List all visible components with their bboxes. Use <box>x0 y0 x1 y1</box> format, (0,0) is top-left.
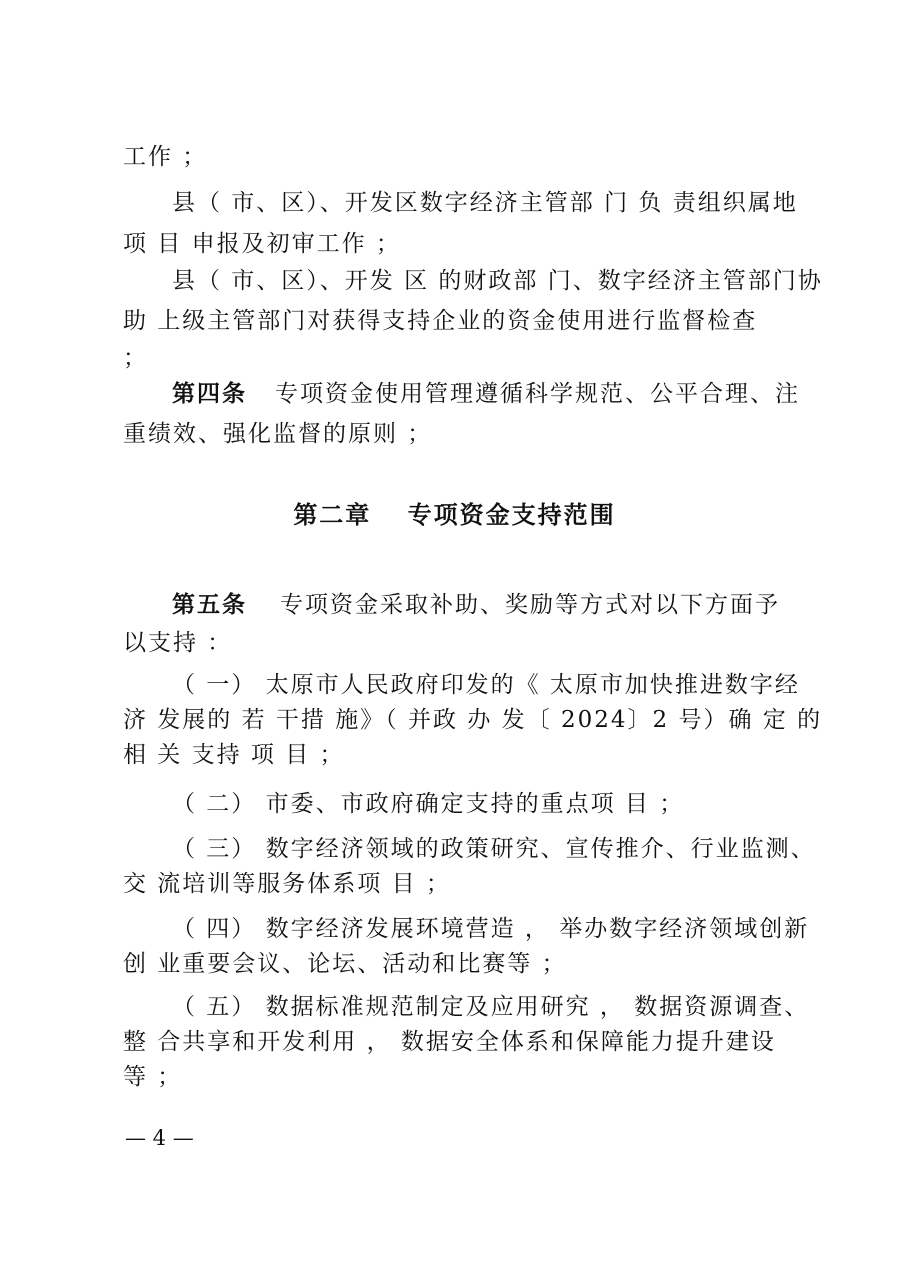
paragraph-line: 县（ 市、区）、开发区数字经济主管部 门 负 责组织属地 <box>172 190 798 216</box>
paragraph-line: 工作 ； <box>123 144 208 170</box>
paragraph-line: 县（ 市、区）、开发 区 的财政部 门、数字经济主管部门协 <box>172 268 823 294</box>
paragraph-line: 专项资金采取补助、奖励等方式对以下方面予 <box>280 592 780 618</box>
list-item-line: 济 发展的 若 干措 施》（ 并政 办 发〔 2024〕2 号）确 定 的 <box>123 707 823 733</box>
paragraph-line: 专项资金使用管理遵循科学规范、公平合理、注 <box>275 381 800 407</box>
list-item-line: （ 四） 数字经济发展环境营造 ， 举办数字经济领域创新 <box>172 916 810 942</box>
list-item-line: （ 五） 数据标准规范制定及应用研究 ， 数据资源调查、 <box>172 994 810 1020</box>
list-item-line: 交 流培训等服务体系项 目 ； <box>123 871 451 897</box>
paragraph-line: 项 目 申报及初审工作 ； <box>123 231 401 257</box>
list-item-line: （ 三） 数字经济领域的政策研究、宣传推介、行业监测、 <box>172 836 816 862</box>
chapter-title: 第二章 专项资金支持范围 <box>293 501 616 529</box>
paragraph-line: 重绩效、强化监督的原则 ； <box>123 421 433 447</box>
list-item-line: 创 业重要会议、论坛、活动和比赛等 ； <box>123 951 567 977</box>
list-item-line: 整 合共享和开发利用 ， 数据安全体系和保障能力提升建设 <box>123 1029 776 1055</box>
page-number: — 4 — <box>125 1126 194 1150</box>
list-item-line: （ 一） 太原市人民政府印发的《 太原市加快推进数字经 <box>172 672 800 698</box>
article-number: 第五条 <box>172 592 247 618</box>
paragraph-line: 助 上级主管部门对获得支持企业的资金使用进行监督检查 <box>123 308 758 334</box>
article-number: 第四条 <box>172 381 247 407</box>
list-item-line: 相 关 支持 项 目 ； <box>123 742 345 768</box>
list-item-line: 等 ； <box>123 1064 183 1090</box>
paragraph-line: 以支持 ： <box>123 630 233 656</box>
paragraph-line: ； <box>123 345 148 371</box>
list-item-line: （ 二） 市委、市政府确定支持的重点项 目 ； <box>172 791 685 817</box>
